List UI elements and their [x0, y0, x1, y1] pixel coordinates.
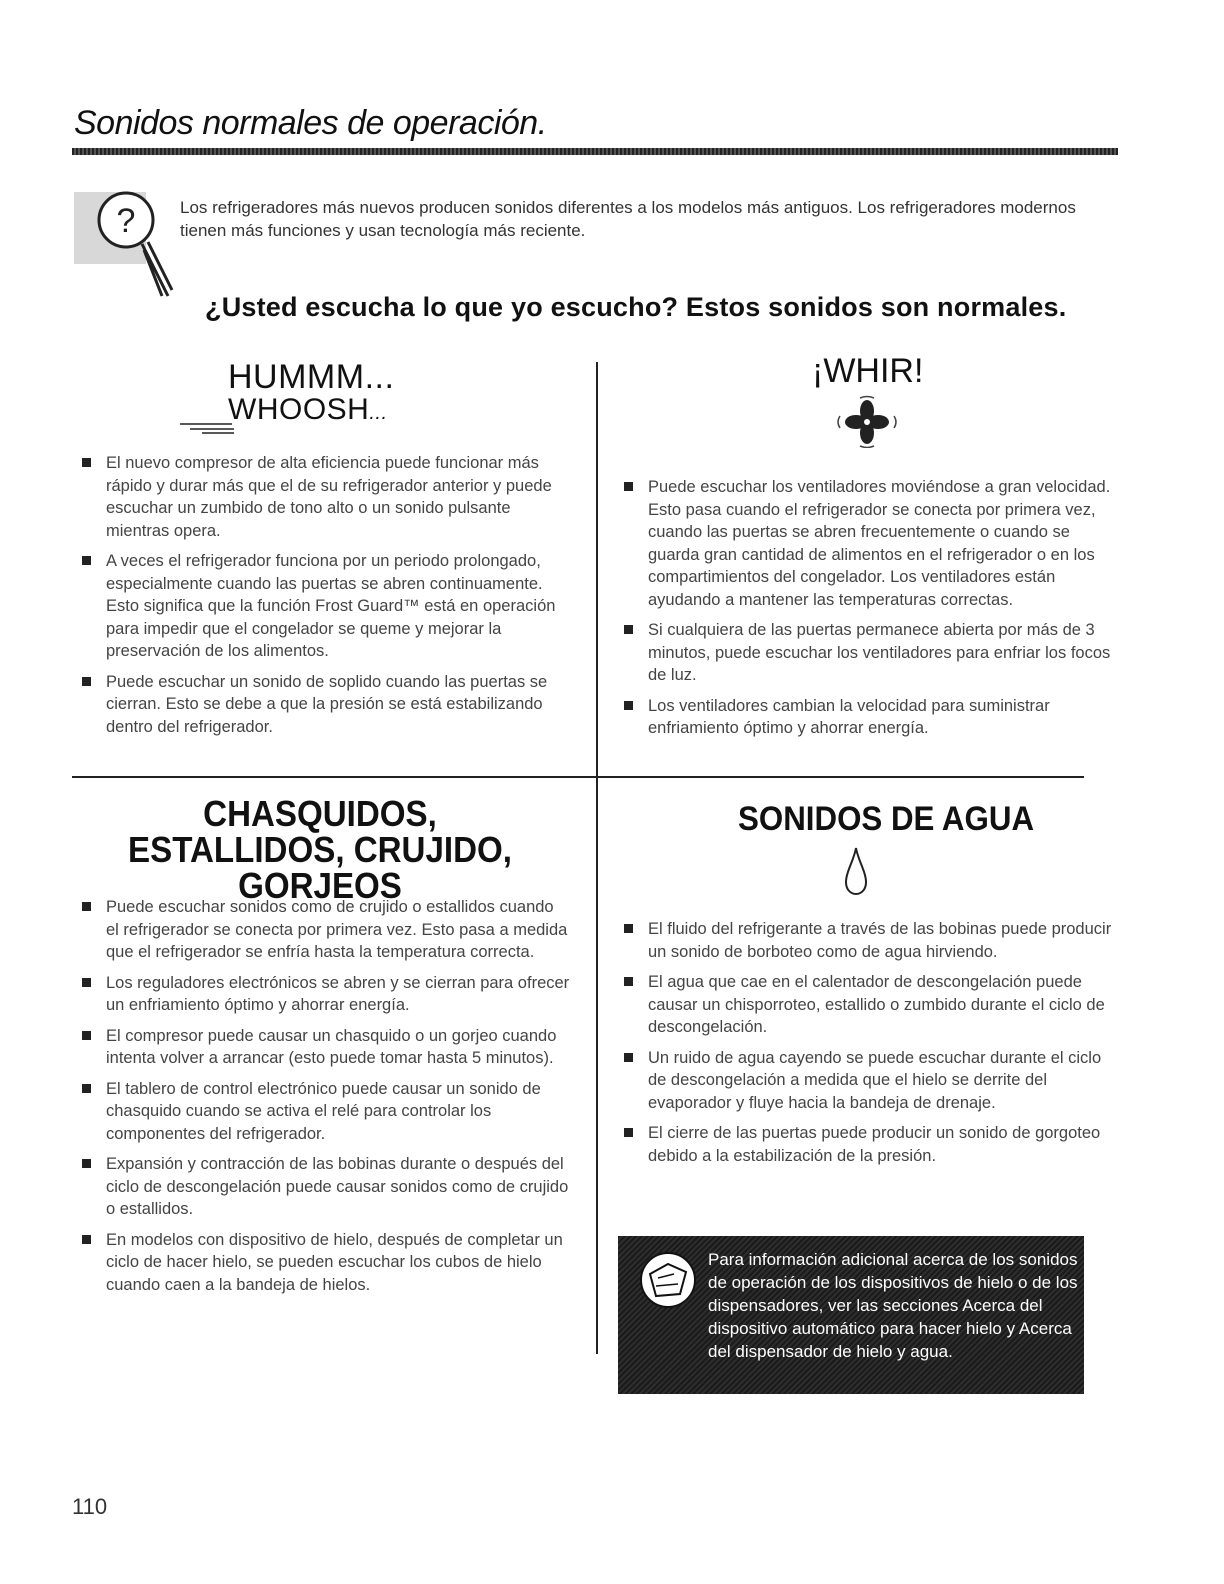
list-item: En modelos con dispositivo de hielo, después de completar un ciclo de hacer hielo, se pueden escuchar los cubos de hielo cuando caen a la bandeja de hielos. [78, 1229, 570, 1297]
list-item: El fluido del refrigerante a través de las bobinas puede producir un sonido de borboteo como de agua hirviendo. [620, 918, 1120, 963]
ice-dispenser-icon [634, 1250, 704, 1310]
row-divider [72, 776, 1084, 778]
page-number: 110 [72, 1494, 108, 1519]
list-item: Expansión y contracción de las bobinas durante o después del ciclo de descongelación puede causar sonidos como de crujido o estallidos. [78, 1153, 570, 1221]
whoosh-dots: ... [369, 402, 388, 424]
note-text: Para información adicional acerca de los sonidos de operación de los dispositivos de hielo o de los dispensadores, ver las secciones Acerca del dispositivo automático para hacer hielo y Acerca del dispensador de hielo y agua. [708, 1250, 1078, 1361]
whoosh-heading [228, 393, 388, 427]
humm-heading: HUMMM... [228, 358, 395, 396]
column-divider [596, 362, 598, 1354]
intro-text: Los refrigeradores más nuevos producen sonidos diferentes a los modelos más antiguos. Los refrigeradores modernos tienen más funciones y usan tecnología más reciente. [180, 198, 1076, 240]
list-item: Puede escuchar un sonido de soplido cuando las puertas se cierran. Esto se debe a que la presión se está estabilizando dentro del refrigerador. [78, 671, 570, 739]
list-item: El compresor puede causar un chasquido o un gorjeo cuando intenta volver a arrancar (esto puede tomar hasta 5 minutos). [78, 1025, 570, 1070]
agua-bullet-list [620, 918, 1120, 1175]
list-item: Un ruido de agua cayendo se puede escuchar durante el ciclo de descongelación a medida que el hielo se derrite del evaporador y fluye hacia la bandeja de drenaje. [620, 1047, 1120, 1115]
chasquidos-heading: CHASQUIDOS, ESTALLIDOS, CRUJIDO, GORJEOS [128, 793, 512, 906]
page-title: Sonidos normales de operación. [74, 104, 547, 142]
title-rule [72, 148, 1118, 155]
fan-icon [832, 394, 902, 448]
list-item: Si cualquiera de las puertas permanece abierta por más de 3 minutos, puede escuchar los ventiladores para enfriar los focos de luz. [620, 619, 1120, 687]
whir-heading: ¡WHIR! [812, 352, 924, 390]
whoosh-word: WHOOSH [228, 393, 370, 426]
agua-heading: SONIDOS DE AGUA [738, 800, 1035, 838]
list-item: Los ventiladores cambian la velocidad para suministrar enfriamiento óptimo y ahorrar energía. [620, 695, 1120, 740]
whir-bullet-list [620, 476, 1120, 748]
list-item: Puede escuchar los ventiladores moviéndose a gran velocidad. Esto pasa cuando el refrigerador se conecta por primera vez, cuando las puertas se abren frecuentemente o cuando se guarda gran cantidad de alimentos en el refrigerador o en los compartimientos del congelador. Los ventiladores están ayudando a mantener las temperaturas correctas. [620, 476, 1120, 611]
chasquidos-bullet-list [78, 896, 570, 1304]
humm-bullet-list [78, 452, 570, 746]
svg-text:?: ? [116, 202, 136, 240]
list-item: El cierre de las puertas puede producir un sonido de gorgoteo debido a la estabilización de la presión. [620, 1122, 1120, 1167]
list-item: Puede escuchar sonidos como de crujido o estallidos cuando el refrigerador se conecta por primera vez. Esto pasa a medida que el refrigerador se enfría hasta la temperatura correcta. [78, 896, 570, 964]
section-subtitle: ¿Usted escucha lo que yo escucho? Estos sonidos son normales. [205, 292, 1067, 322]
water-drop-icon [843, 846, 869, 896]
info-note-box [618, 1236, 1084, 1394]
list-item: El tablero de control electrónico puede causar un sonido de chasquido cuando se activa el relé para controlar los componentes del refrigerador. [78, 1078, 570, 1146]
list-item: El nuevo compresor de alta eficiencia puede funcionar más rápido y durar más que el de su refrigerador anterior y puede escuchar un zumbido de tono alto o un sonido pulsante mientras opera. [78, 452, 570, 542]
list-item: El agua que cae en el calentador de descongelación puede causar un chisporroteo, estallido o zumbido durante el ciclo de descongelación. [620, 971, 1120, 1039]
list-item: Los reguladores electrónicos se abren y se cierran para ofrecer un enfriamiento óptimo y ahorrar energía. [78, 972, 570, 1017]
question-magnifier-icon [72, 184, 182, 304]
list-item: A veces el refrigerador funciona por un periodo prolongado, especialmente cuando las puertas se abren continuamente. Esto significa que la función Frost Guard™ está en operación para impedir que el congelador se queme y mejorar la preservación de los alimentos. [78, 550, 570, 663]
